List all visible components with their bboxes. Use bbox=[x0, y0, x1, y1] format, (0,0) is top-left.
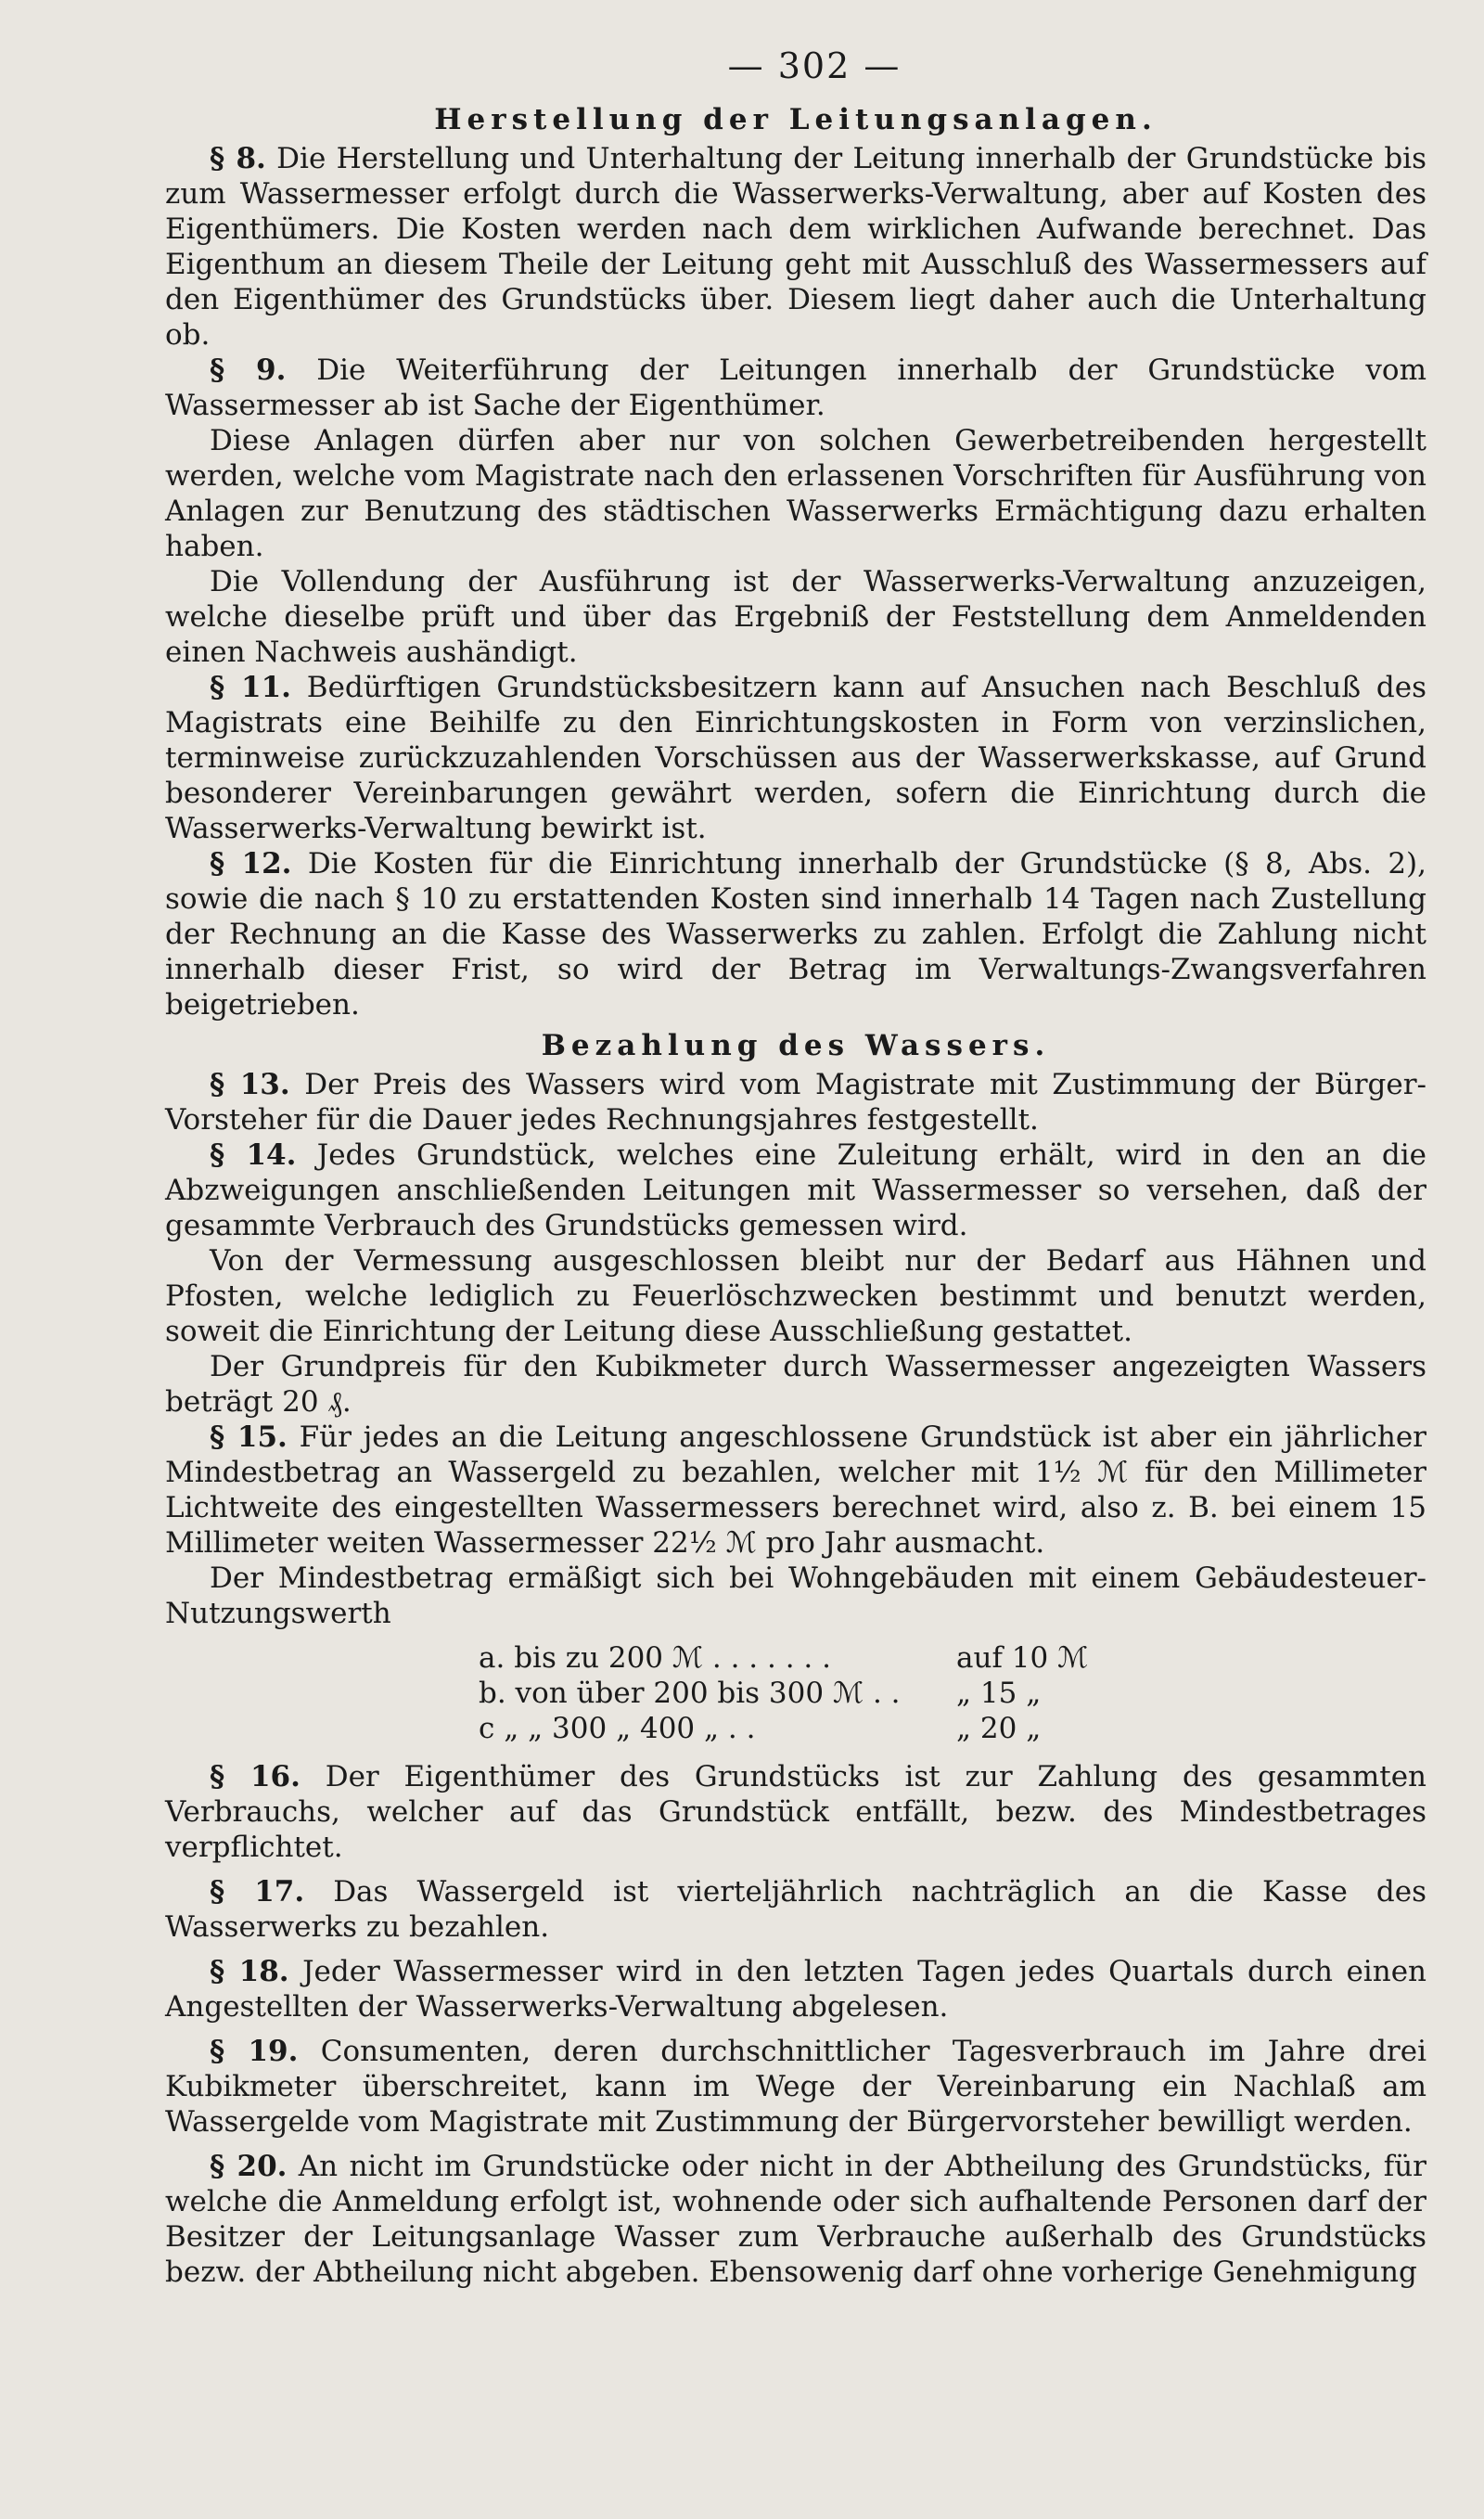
paragraph-s15 bbox=[165, 1420, 1426, 1561]
paragraph-s14 bbox=[165, 1137, 1426, 1243]
paragraph-text: Das Wassergeld ist vierteljährlich nachträglich an die Kasse des Wasserwerks zu bezahlen. bbox=[165, 1875, 1426, 1944]
paragraph-text: Die Weiterführung der Leitungen innerhalb der Grundstücke vom Wassermesser ab ist Sache der Eigenthümer. bbox=[165, 353, 1426, 422]
paragraph-s9-completion: Die Vollendung der Ausführung ist der Wasserwerks-Verwaltung anzuzeigen, welche dieselbe prüft und über das Ergebniß der Feststellung dem Anmeldenden einen Nachweis aushändigt. bbox=[165, 565, 1426, 669]
section-number: § 18. bbox=[210, 1955, 289, 1988]
section-number: § 13. bbox=[210, 1068, 290, 1101]
section-number: § 17. bbox=[210, 1875, 305, 1909]
paragraph-s19 bbox=[165, 2034, 1426, 2140]
section-number: § 8. bbox=[210, 142, 266, 175]
paragraph-s15-reduction: Der Mindestbetrag ermäßigt sich bei Wohngebäuden mit einem Gebäudesteuer-Nutzungswerth bbox=[165, 1562, 1426, 1630]
section-number: § 15. bbox=[210, 1420, 288, 1454]
section-number: § 11. bbox=[210, 671, 291, 704]
price-value: auf 10 ℳ bbox=[956, 1641, 1089, 1675]
section-heading-bezahlung: Bezahlung des Wassers. bbox=[541, 1029, 1051, 1062]
paragraph-text: Die Kosten für die Einrichtung innerhalb der Grundstücke (§ 8, Abs. 2), sowie die nach § 10 zu erstattenden Kosten sind innerhalb 14 Tagen nach Zustellung der Rechnung an die Kasse des Wasserwerks zu zahlen. Erfolgt die Zahlung nicht innerhalb dieser Frist, so wird der Betrag im Verwaltungs-Zwangsverfahren beigetrieben. bbox=[165, 847, 1427, 1022]
paragraph-s9 bbox=[165, 353, 1426, 423]
paragraph-text: Der Eigenthümer des Grundstücks ist zur Zahlung des gesammten Verbrauchs, welcher auf das Grundstück entfällt, bezw. des Mindestbetrages verpflichtet. bbox=[165, 1760, 1427, 1864]
paragraph-text: Die Herstellung und Unterhaltung der Leitung innerhalb der Grundstücke bis zum Wassermesser erfolgt durch die Wasserwerks-Verwaltung, aber auf Kosten des Eigenthümers. Die Kosten werden nach dem wirklichen Aufwande berechnet. Das Eigenthum an diesem Theile der Leitung geht mit Ausschluß des Wassermessers auf den Eigenthümer des Grundstücks über. Diesem liegt daher auch die Unterhaltung ob. bbox=[165, 142, 1426, 352]
price-item: a. bis zu 200 ℳ . . . . . . . bbox=[479, 1641, 831, 1675]
price-item: b. von über 200 bis 300 ℳ . . bbox=[479, 1677, 901, 1710]
paragraph-s16 bbox=[165, 1759, 1426, 1865]
price-value: „ 20 „ bbox=[956, 1712, 1042, 1745]
price-value: „ 15 „ bbox=[956, 1677, 1042, 1710]
paragraph-text: Consumenten, deren durchschnittlicher Tagesverbrauch im Jahre drei Kubikmeter überschreitet, kann im Wege der Vereinbarung ein Nachlaß am Wassergelde vom Magistrate mit Zustimmung der Bürgervorsteher bewilligt werden. bbox=[165, 2035, 1427, 2139]
price-list bbox=[479, 1640, 1426, 1746]
price-row-c bbox=[479, 1711, 1426, 1746]
paragraph-s9-continued: Diese Anlagen dürfen aber nur von solchen Gewerbetreibenden hergestellt werden, welche vom Magistrate nach den erlassenen Vorschriften für Ausführung von Anlagen zur Benutzung des städtischen Wasserwerks Ermächtigung dazu erhalten haben. bbox=[165, 424, 1426, 563]
paragraph-text: Für jedes an die Leitung angeschlossene Grundstück ist aber ein jährlicher Mindestbetrag an Wassergeld zu bezahlen, welcher mit 1½ ℳ für den Millimeter Lichtweite des eingestellten Wassermessers berechnet wird, also z. B. bei einem 15 Millimeter weiten Wassermesser 22½ ℳ pro Jahr ausmacht. bbox=[165, 1420, 1427, 1560]
section-number: § 14. bbox=[210, 1138, 297, 1172]
paragraph-s20 bbox=[165, 2149, 1426, 2290]
page-number: — 302 — bbox=[727, 45, 902, 86]
price-row-a bbox=[479, 1640, 1426, 1676]
section-number: § 9. bbox=[210, 353, 287, 387]
paragraph-text: Der Preis des Wassers wird vom Magistrate mit Zustimmung der Bürger-Vorsteher für die Dauer jedes Rechnungsjahres festgestellt. bbox=[165, 1068, 1427, 1137]
paragraph-text: Bedürftigen Grundstücksbesitzern kann auf Ansuchen nach Beschluß des Magistrats eine Beihilfe zu den Einrichtungskosten in Form von verzinslichen, terminweise zurückzuzahlenden Vorschüssen aus der Wasserwerkskasse, auf Grund besonderer Vereinbarungen gewährt werden, sofern die Einrichtung durch die Wasserwerks-Verwaltung bewirkt ist. bbox=[165, 671, 1427, 845]
paragraph-text: Jeder Wassermesser wird in den letzten Tagen jedes Quartals durch einen Angestellten der Wasserwerks-Verwaltung abgelesen. bbox=[165, 1955, 1427, 2024]
paragraph-s8 bbox=[165, 141, 1426, 353]
paragraph-text: An nicht im Grundstücke oder nicht in der Abtheilung des Grundstücks, für welche die Anmeldung erfolgt ist, wohnende oder sich aufhaltende Personen darf der Besitzer der Leitungsanlage Wasser zum Verbrauche außerhalb des Grundstücks bezw. der Abtheilung nicht abgeben. Ebensowenig darf ohne vorherige Genehmigung bbox=[165, 2150, 1426, 2289]
section-number: § 12. bbox=[210, 847, 292, 880]
section-number: § 20. bbox=[210, 2150, 288, 2183]
price-item: c „ „ 300 „ 400 „ . . bbox=[479, 1712, 756, 1745]
price-row-b bbox=[479, 1676, 1426, 1711]
paragraph-s14-exclusion: Von der Vermessung ausgeschlossen bleibt nur der Bedarf aus Hähnen und Pfosten, welche lediglich zu Feuerlöschzwecken bestimmt und benutzt werden, soweit die Einrichtung der Leitung diese Ausschließung gestattet. bbox=[165, 1244, 1426, 1348]
paragraph-s14-base-price: Der Grundpreis für den Kubikmeter durch Wassermesser angezeigten Wassers beträgt 20 ₰. bbox=[165, 1350, 1426, 1419]
paragraph-s17 bbox=[165, 1874, 1426, 1945]
section-number: § 19. bbox=[210, 2035, 299, 2068]
section-number: § 16. bbox=[210, 1760, 301, 1793]
paragraph-s13 bbox=[165, 1067, 1426, 1137]
paragraph-s18 bbox=[165, 1954, 1426, 2024]
paragraph-s11 bbox=[165, 670, 1426, 846]
section-heading-leitungsanlagen: Herstellung der Leitungsanlagen. bbox=[434, 103, 1158, 136]
paragraph-text: Jedes Grundstück, welches eine Zuleitung erhält, wird in den an die Abzweigungen anschließenden Leitungen mit Wassermesser so versehen, daß der gesammte Verbrauch des Grundstücks gemessen wird. bbox=[165, 1138, 1427, 1242]
paragraph-s12 bbox=[165, 846, 1426, 1022]
